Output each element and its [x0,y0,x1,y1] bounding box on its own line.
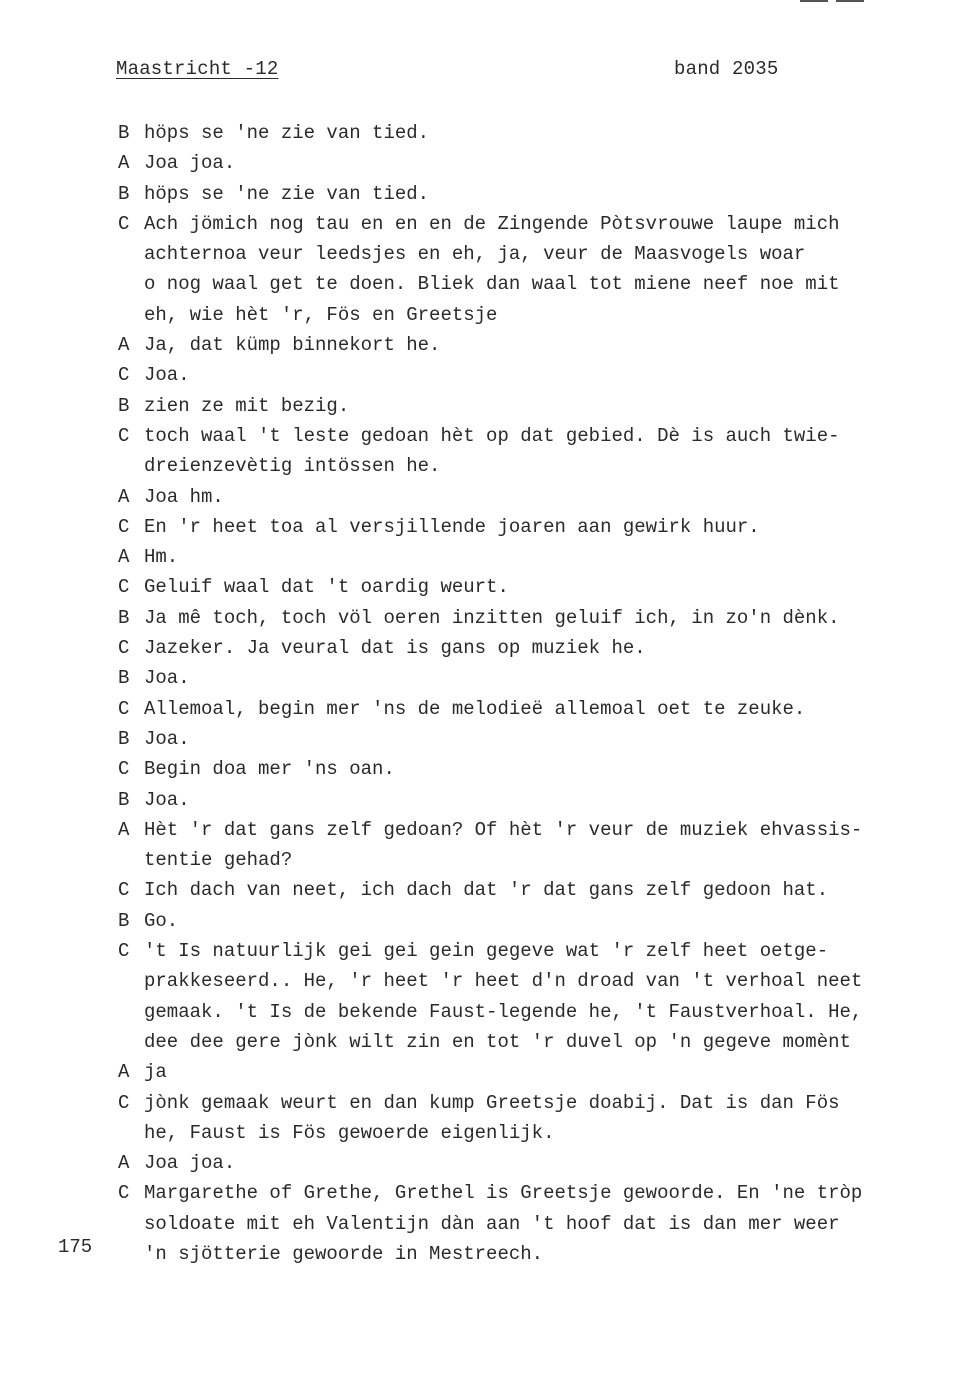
speaker-label: B [118,727,130,750]
speaker-label: A [118,1152,130,1175]
utterance [144,633,938,663]
utterance-line: 'n sjötterie gewoorde in Mestreech. [144,1242,544,1265]
utterance-line: Jazeker. Ja veural dat is gans op muziek he. [144,637,646,660]
utterance-line: Joa. [144,364,190,387]
utterance-line: dreienzevètig intössen he. [144,455,441,478]
utterance-line: Ja mê toch, toch völ oeren inzitten geluif ich, in zo'n dènk. [144,606,840,629]
utterance-line: Hm. [144,546,179,569]
utterance-line: Allemoal, begin mer 'ns de melodieë allemoal oet te zeuke. [144,697,806,720]
utterance-line: Joa. [144,788,190,811]
speaker-label: B [118,788,130,811]
speaker-label: B [118,667,130,690]
utterance [144,936,938,1057]
utterance-line: prakkeseerd.. He, 'r heet 'r heet d'n droad van 't verhoal neet [144,970,863,993]
utterance-line: 't Is natuurlijk gei gei gein gegeve wat 'r zelf heet oetge- [144,940,829,963]
speaker-label: C [118,940,130,963]
utterance-line: gemaak. 't Is de bekende Faust-legende he, 't Faustverhoal. He, [144,1000,863,1023]
transcript-turn [118,148,938,178]
transcript-turn [118,360,938,390]
utterance [144,542,938,572]
utterance-line: toch waal 't leste gedoan hèt op dat gebied. Dè is auch twie- [144,424,840,447]
corner-mark-left [800,0,828,2]
utterance [144,118,938,148]
utterance [144,875,938,905]
utterance [144,391,938,421]
transcript-turn [118,936,938,1057]
speaker-label: A [118,334,130,357]
utterance-line: tentie gehad? [144,849,293,872]
transcript-turn [118,572,938,602]
utterance-line: jònk gemaak weurt en dan kump Greetsje doabij. Dat is dan Fös [144,1091,840,1114]
speaker-label: C [118,879,130,902]
speaker-label: A [118,1061,130,1084]
utterance [144,1057,938,1087]
transcript-turn [118,754,938,784]
utterance [144,663,938,693]
transcript-turn [118,694,938,724]
speaker-label: B [118,394,130,417]
transcript-turn [118,330,938,360]
utterance-line: soldoate mit eh Valentijn dàn aan 't hoof dat is dan mer weer [144,1212,840,1235]
speaker-label: C [118,515,130,538]
speaker-label: B [118,606,130,629]
transcript-turn [118,906,938,936]
utterance [144,1178,938,1269]
utterance-line: Joa hm. [144,485,224,508]
transcript-turn [118,1178,938,1269]
transcript-turn [118,391,938,421]
utterance-line: he, Faust is Fös gewoerde eigenlijk. [144,1121,555,1144]
transcript-turn [118,663,938,693]
transcript-turn [118,179,938,209]
utterance-line: ja [144,1061,167,1084]
utterance [144,785,938,815]
speaker-label: A [118,818,130,841]
utterance [144,694,938,724]
transcript [118,118,938,1269]
utterance-line: Hèt 'r dat gans zelf gedoan? Of hèt 'r veur de muziek ehvassis- [144,818,863,841]
utterance [144,179,938,209]
utterance [144,209,938,330]
speaker-label: C [118,576,130,599]
utterance [144,421,938,482]
transcript-turn [118,209,938,330]
speaker-label: C [118,424,130,447]
margin-number: 175 [58,1236,93,1258]
speaker-label: C [118,364,130,387]
utterance-line: o nog waal get te doen. Bliek dan waal tot miene neef noe mit [144,273,840,296]
speaker-label: B [118,909,130,932]
utterance-line: höps se 'ne zie van tied. [144,182,430,205]
utterance-line: Go. [144,909,179,932]
utterance [144,330,938,360]
utterance-line: Ich dach van neet, ich dach dat 'r dat gans zelf gedoon hat. [144,879,829,902]
speaker-label: C [118,212,130,235]
utterance [144,1088,938,1149]
speaker-label: C [118,1182,130,1205]
utterance-line: achternoa veur leedsjes en eh, ja, veur de Maasvogels woar [144,243,806,266]
corner-mark-right [836,0,864,2]
speaker-label: B [118,122,130,144]
speaker-label: A [118,485,130,508]
utterance-line: Begin doa mer 'ns oan. [144,758,395,781]
speaker-label: C [118,637,130,660]
utterance-line: Ach jömich nog tau en en en de Zingende Pòtsvrouwe laupe mich [144,212,840,235]
utterance [144,572,938,602]
transcript-turn [118,724,938,754]
utterance-line: Ja, dat kümp binnekort he. [144,334,441,357]
transcript-turn [118,633,938,663]
speaker-label: B [118,182,130,205]
utterance [144,512,938,542]
speaker-label: A [118,546,130,569]
transcript-turn [118,512,938,542]
utterance-line: Geluif waal dat 't oardig weurt. [144,576,509,599]
transcript-turn [118,815,938,876]
utterance-line: eh, wie hèt 'r, Fös en Greetsje [144,303,498,326]
speaker-label: C [118,1091,130,1114]
transcript-turn [118,785,938,815]
utterance-line: Margarethe of Grethe, Grethel is Greetsje gewoorde. En 'ne tròp [144,1182,863,1205]
utterance [144,754,938,784]
utterance-line: Joa joa. [144,1152,236,1175]
utterance [144,482,938,512]
transcript-turn [118,421,938,482]
utterance [144,148,938,178]
utterance-line: dee dee gere jònk wilt zin en tot 'r duvel op 'n gegeve momènt [144,1030,851,1053]
transcript-turn [118,1148,938,1178]
transcript-turn [118,603,938,633]
utterance-line: En 'r heet toa al versjillende joaren aan gewirk huur. [144,515,760,538]
tape-number: band 2035 [674,58,779,80]
utterance-line: Joa. [144,727,190,750]
utterance-line: zien ze mit bezig. [144,394,350,417]
utterance [144,1148,938,1178]
utterance-line: höps se 'ne zie van tied. [144,122,430,144]
utterance [144,603,938,633]
transcript-turn [118,482,938,512]
utterance-line: Joa. [144,667,190,690]
transcript-turn [118,118,938,148]
transcript-turn [118,1088,938,1149]
speaker-label: A [118,152,130,175]
utterance [144,360,938,390]
transcript-turn [118,1057,938,1087]
speaker-label: C [118,697,130,720]
speaker-label: C [118,758,130,781]
utterance [144,815,938,876]
transcript-turn [118,542,938,572]
utterance [144,906,938,936]
utterance-line: Joa joa. [144,152,236,175]
header-title: Maastricht -12 [116,58,279,80]
transcript-turn [118,875,938,905]
utterance [144,724,938,754]
